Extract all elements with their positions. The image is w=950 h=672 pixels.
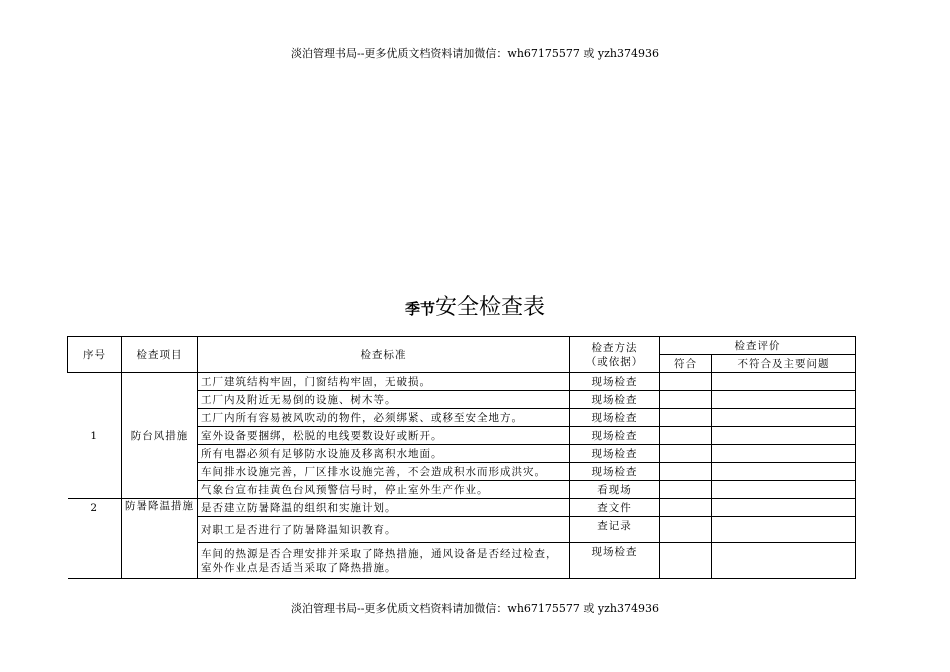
header-item: 检查项目: [122, 337, 198, 373]
title-prefix: 季节: [404, 300, 435, 318]
nonconform-cell: [712, 463, 856, 481]
nonconform-cell: [712, 373, 856, 391]
conform-cell: [660, 543, 712, 579]
method-cell: 现场检查: [570, 543, 660, 579]
nonconform-cell: [712, 517, 856, 543]
table-header-row: [68, 337, 856, 355]
method-cell: 现场检查: [570, 409, 660, 427]
conform-cell: [660, 517, 712, 543]
header-standard: 检查标准: [198, 337, 570, 373]
group-seq: 1: [68, 373, 122, 499]
nonconform-cell: [712, 409, 856, 427]
method-cell: 现场检查: [570, 445, 660, 463]
method-cell: 查文件: [570, 499, 660, 517]
header-conform: 符合: [660, 355, 712, 373]
standard-cell: 室外设备要捆绑，松脱的电线要数设好或断开。: [198, 427, 570, 445]
standard-cell: 气象台宣布挂黄色台风预警信号时，停止室外生产作业。: [198, 481, 570, 499]
title-main: 安全检查表: [435, 295, 546, 320]
method-cell: 现场检查: [570, 463, 660, 481]
standard-cell: 车间排水设施完善，厂区排水设施完善，不会造成积水而形成洪灾。: [198, 463, 570, 481]
nonconform-cell: [712, 445, 856, 463]
standard-cell: 对职工是否进行了防暑降温知识教育。: [198, 517, 570, 543]
nonconform-cell: [712, 543, 856, 579]
conform-cell: [660, 463, 712, 481]
conform-cell: [660, 499, 712, 517]
header-evaluation: 检查评价: [660, 337, 856, 355]
standard-cell: 所有电器必须有足够防水设施及移离积水地面。: [198, 445, 570, 463]
nonconform-cell: [712, 481, 856, 499]
header-method: [570, 337, 660, 373]
header-method-line2: （或依据）: [585, 355, 644, 368]
header-nonconform: 不符合及主要问题: [712, 355, 856, 373]
method-cell: 现场检查: [570, 427, 660, 445]
conform-cell: [660, 445, 712, 463]
standard-cell: 车间的热源是否合理安排并采取了降热措施，通风设备是否经过检查，室外作业点是否适当采取了降热措施。: [198, 543, 570, 579]
standard-cell: 是否建立防暑降温的组织和实施计划。: [198, 499, 570, 517]
standard-cell: 工厂内所有容易被风吹动的物件，必须绑紧、或移至安全地方。: [198, 409, 570, 427]
conform-cell: [660, 373, 712, 391]
method-cell: 现场检查: [570, 391, 660, 409]
nonconform-cell: [712, 427, 856, 445]
table-row: [68, 499, 856, 517]
group-item: 防暑降温措施: [122, 499, 198, 579]
standard-cell: 工厂建筑结构牢固，门窗结构牢固，无破损。: [198, 373, 570, 391]
group-seq: 2: [68, 499, 122, 579]
method-cell: 现场检查: [570, 373, 660, 391]
page-header: 淡泊管理书局--更多优质文档资料请加微信：wh67175577 或 yzh374936: [291, 47, 659, 60]
header-method-line1: 检查方法: [591, 341, 638, 354]
header-seq: 序号: [68, 337, 122, 373]
safety-checklist-table: [67, 336, 856, 579]
standard-cell: 工厂内及附近无易倒的设施、树木等。: [198, 391, 570, 409]
conform-cell: [660, 409, 712, 427]
method-cell: 看现场: [570, 481, 660, 499]
table-row: [68, 373, 856, 391]
group-item: 防台风措施: [122, 373, 198, 499]
conform-cell: [660, 427, 712, 445]
method-cell: 查记录: [570, 517, 660, 543]
conform-cell: [660, 391, 712, 409]
conform-cell: [660, 481, 712, 499]
document-title: [0, 293, 950, 324]
page-footer: 淡泊管理书局--更多优质文档资料请加微信：wh67175577 或 yzh374936: [291, 602, 659, 615]
nonconform-cell: [712, 391, 856, 409]
nonconform-cell: [712, 499, 856, 517]
